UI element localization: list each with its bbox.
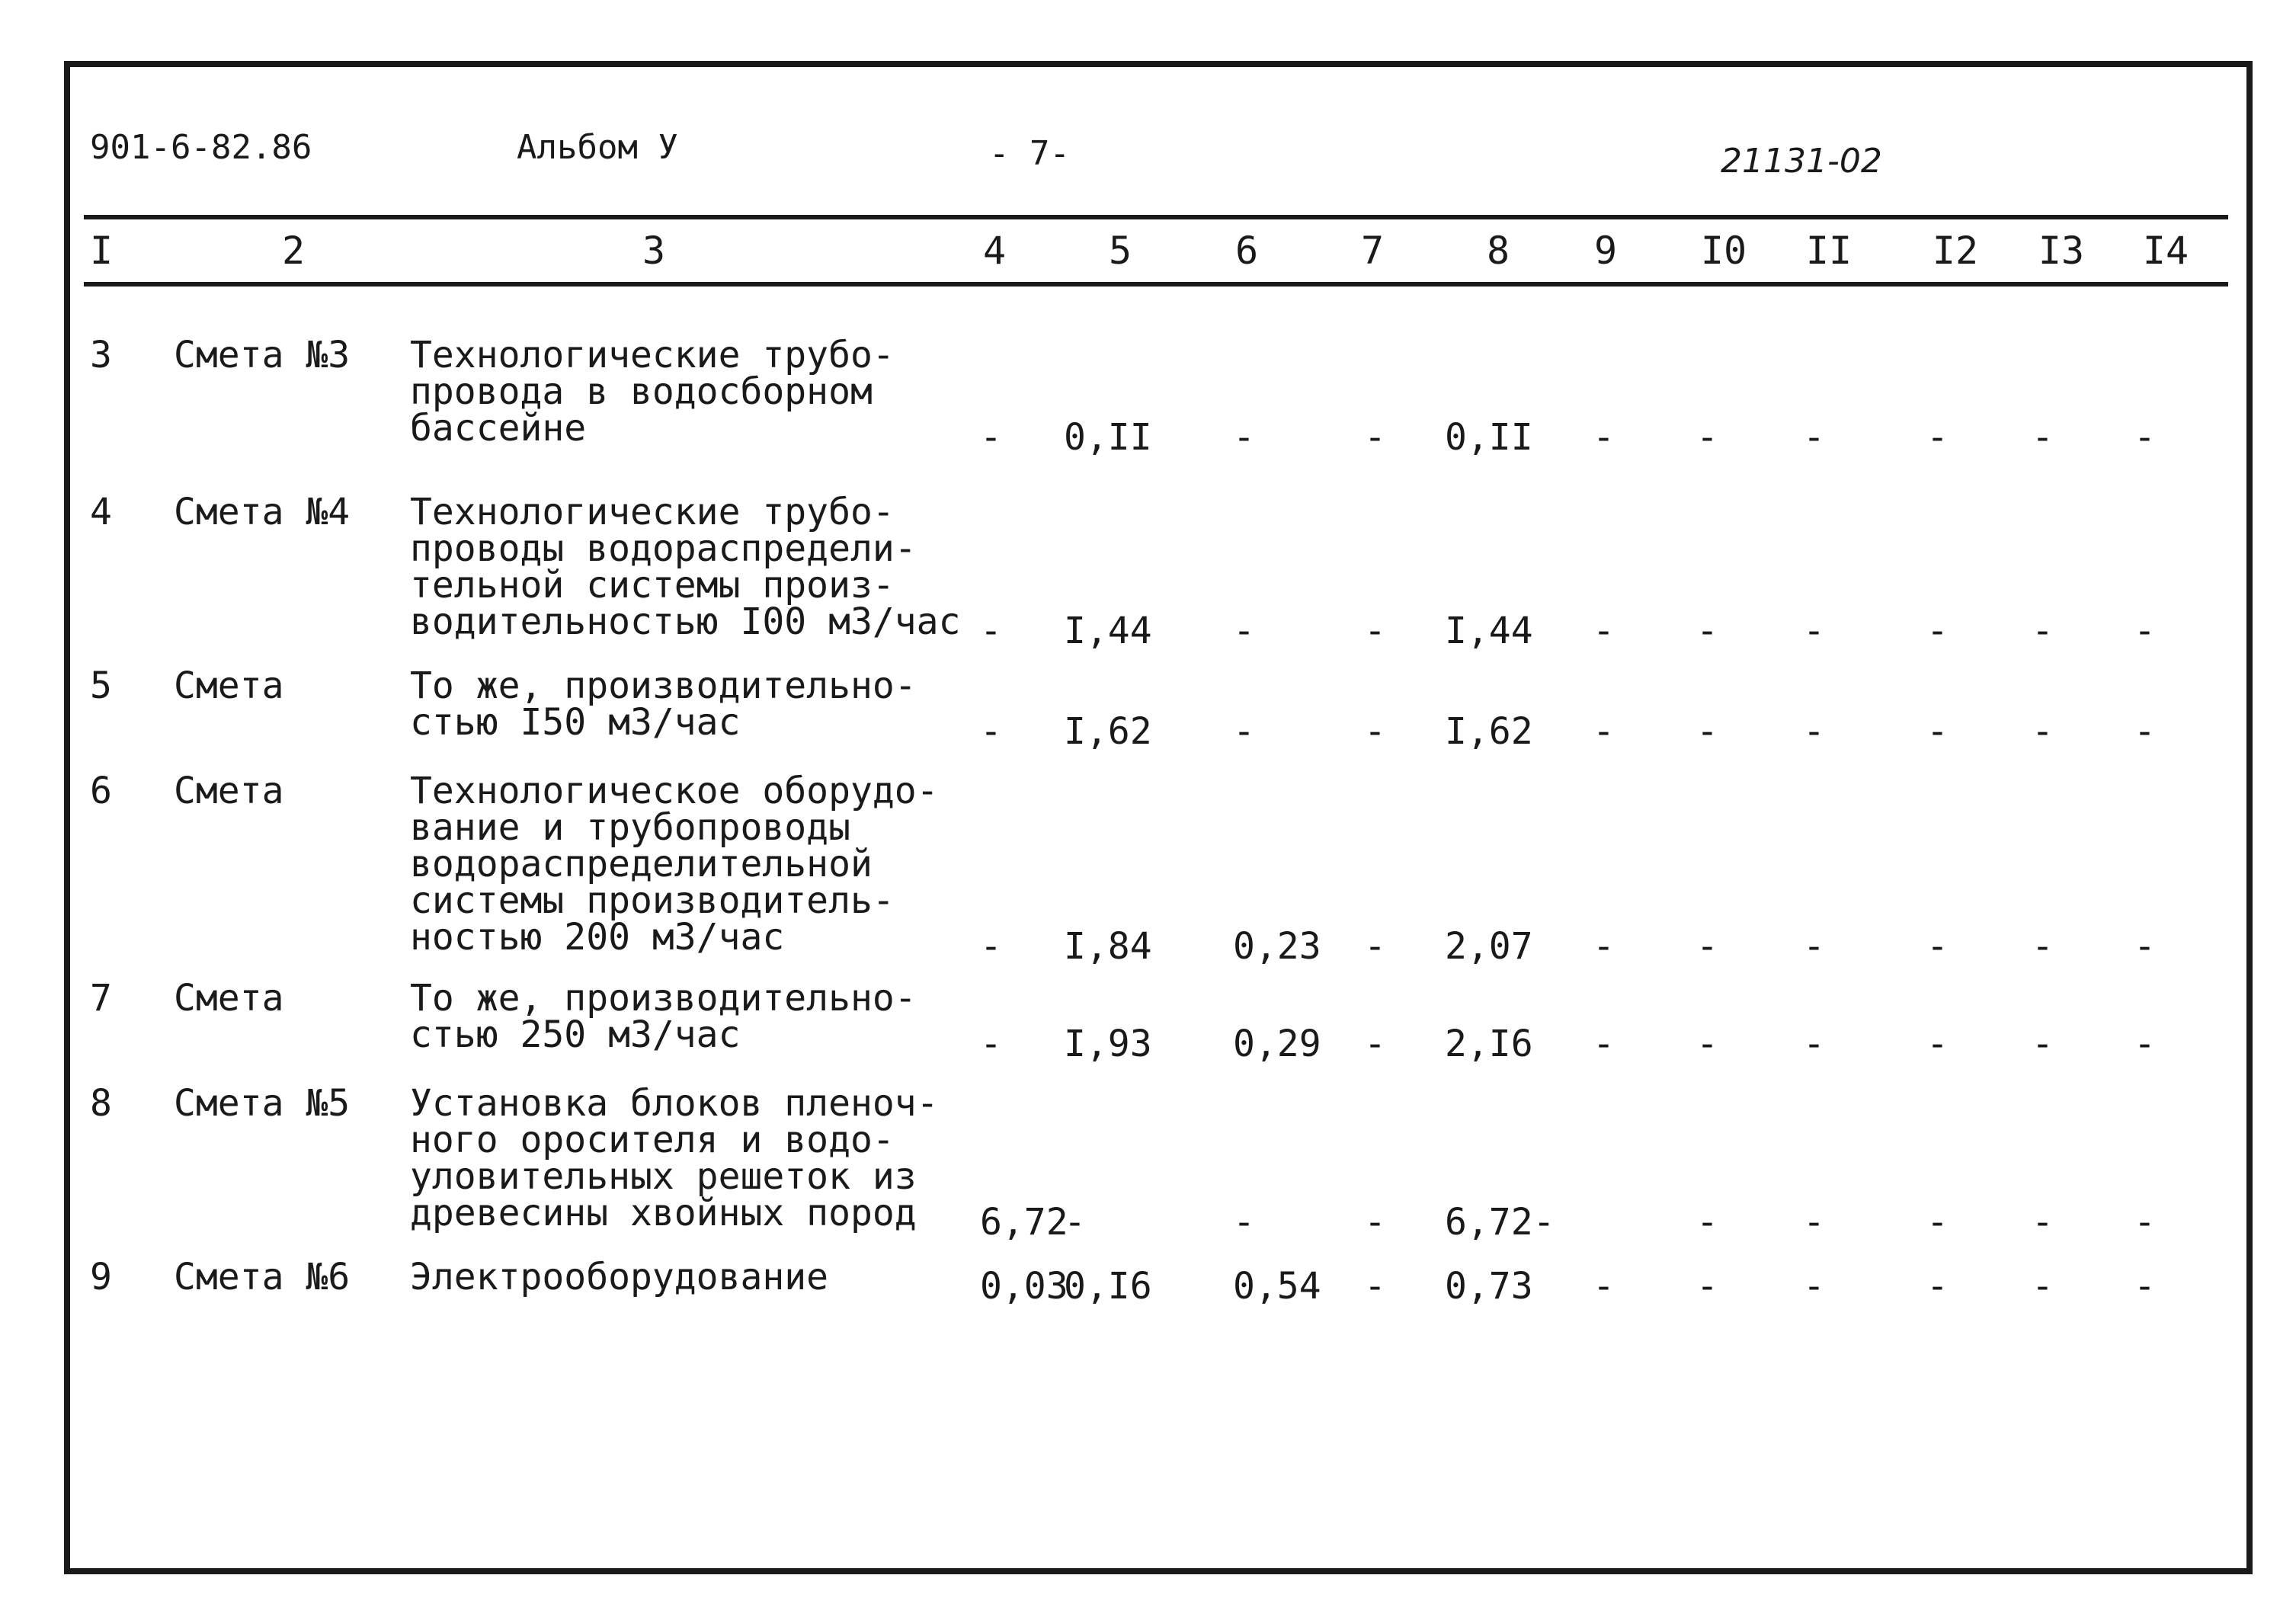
header-code [90, 128, 312, 167]
cost-value-col-9: - [1593, 1023, 1615, 1065]
cost-value-col-4: 0,03 [980, 1265, 1068, 1308]
cost-value-col-5: I,44 [1064, 610, 1152, 652]
cost-value-col-12: - [1926, 1265, 1949, 1308]
column-number-2: 2 [281, 229, 306, 273]
work-description-line: Технологическое оборудо- [410, 770, 939, 812]
cost-value-col-9: - [1593, 610, 1615, 652]
cost-value-col-8: 0,73 [1445, 1265, 1533, 1308]
cost-value-col-11: - [1803, 416, 1825, 459]
cost-value-col-7: - [1364, 610, 1386, 652]
work-description-line: ного оросителя и водо- [410, 1119, 895, 1161]
cost-value-col-12: - [1926, 710, 1949, 753]
cost-value-col-5: I,62 [1064, 710, 1152, 753]
cost-value-col-6: - [1233, 416, 1255, 459]
cost-value-col-10: - [1696, 610, 1718, 652]
cost-value-col-12: - [1926, 1201, 1949, 1244]
cost-value-col-13: - [2032, 610, 2054, 652]
work-description-line: уловительных решеток из [410, 1155, 917, 1198]
row-number: 6 [90, 770, 112, 812]
cost-value-col-4: - [980, 710, 1002, 753]
cost-value-col-11: - [1803, 1023, 1825, 1065]
estimate-reference: Смета №5 [174, 1082, 351, 1125]
row-number: 9 [90, 1256, 112, 1298]
cost-value-col-9: - [1593, 1265, 1615, 1308]
cost-value-col-7: - [1364, 1201, 1386, 1244]
work-description-line: То же, производительно- [410, 664, 917, 707]
cost-value-col-5: 0,II [1064, 416, 1152, 459]
cost-value-col-4: - [980, 1023, 1002, 1065]
column-number-13: I3 [2038, 229, 2085, 273]
cost-value-col-10: - [1696, 416, 1718, 459]
cost-value-col-6: - [1233, 610, 1255, 652]
cost-value-col-14: - [2134, 1023, 2156, 1065]
work-description-line: ностью 200 м3/час [410, 916, 785, 959]
cost-value-col-14: - [2134, 1201, 2156, 1244]
cost-value-col-13: - [2032, 925, 2054, 968]
work-description-line: водораспределительной [410, 843, 873, 885]
cost-value-col-8: 2,07 [1445, 925, 1533, 968]
estimate-reference: Смета [174, 664, 284, 707]
column-number-5: 5 [1108, 229, 1132, 273]
work-description-line: системы производитель- [410, 879, 895, 922]
cost-value-col-9: - [1593, 925, 1615, 968]
cost-value-col-7: - [1364, 416, 1386, 459]
estimate-reference: Смета №6 [174, 1256, 351, 1298]
cost-value-col-12: - [1926, 610, 1949, 652]
work-description-line: То же, производительно- [410, 977, 917, 1020]
cost-value-col-11: - [1803, 925, 1825, 968]
cost-value-col-13: - [2032, 416, 2054, 459]
column-number-14: I4 [2142, 229, 2189, 273]
cost-value-col-8: 2,I6 [1445, 1023, 1533, 1065]
estimate-reference: Смета №3 [174, 334, 351, 376]
row-number: 5 [90, 664, 112, 707]
column-number-7: 7 [1360, 229, 1385, 273]
cost-value-col-7: - [1364, 925, 1386, 968]
header-code-typed: 901-6- [90, 128, 211, 167]
cost-value-col-14: - [2134, 925, 2156, 968]
cost-value-col-12: - [1926, 1023, 1949, 1065]
cost-value-col-7: - [1364, 710, 1386, 753]
column-number-4: 4 [982, 229, 1007, 273]
cost-value-col-6: 0,29 [1233, 1023, 1321, 1065]
cost-value-col-14: - [2134, 610, 2156, 652]
cost-value-col-4: 6,72 [980, 1201, 1068, 1244]
column-number-10: I0 [1700, 229, 1747, 273]
work-description-line: вание и трубопроводы [410, 806, 850, 849]
cost-value-col-13: - [2032, 1265, 2054, 1308]
column-number-6: 6 [1234, 229, 1259, 273]
cost-value-col-8: 0,II [1445, 416, 1533, 459]
column-number-3: 3 [642, 229, 666, 273]
cost-value-col-4: - [980, 925, 1002, 968]
work-description-line: Электрооборудование [410, 1256, 829, 1298]
cost-value-col-6: - [1233, 710, 1255, 753]
column-number-8: 8 [1486, 229, 1510, 273]
header-rule-top [84, 215, 2228, 219]
cost-value-col-6: - [1233, 1201, 1255, 1244]
header-rule-bottom [84, 282, 2228, 287]
work-description-line: Установка блоков пленоч- [410, 1082, 939, 1125]
work-description-line: тельной системы произ- [410, 564, 895, 607]
cost-value-col-10: - [1696, 710, 1718, 753]
header-code-handwritten: 82.86 [210, 128, 312, 167]
cost-value-col-4: - [980, 416, 1002, 459]
cost-value-col-5: - [1064, 1201, 1086, 1244]
cost-value-col-4: - [980, 610, 1002, 652]
row-number: 3 [90, 334, 112, 376]
cost-value-col-7: - [1364, 1023, 1386, 1065]
cost-value-col-13: - [2032, 710, 2054, 753]
cost-value-col-10: - [1696, 1265, 1718, 1308]
estimate-reference: Смета [174, 977, 284, 1020]
row-number: 8 [90, 1082, 112, 1125]
header-album: Альбом У [517, 128, 678, 167]
work-description-line: Технологические трубо- [410, 491, 895, 533]
row-number: 4 [90, 491, 112, 533]
column-number-11: II [1805, 229, 1852, 273]
cost-value-col-7: - [1364, 1265, 1386, 1308]
row-number: 7 [90, 977, 112, 1020]
cost-value-col-10: - [1696, 925, 1718, 968]
column-number-1: I [90, 229, 114, 273]
work-description-line: водительностью I00 м3/час [410, 600, 961, 643]
cost-value-col-8: 6,72- [1445, 1201, 1555, 1244]
header-document-number: 21131-02 [1721, 142, 1882, 181]
cost-value-col-12: - [1926, 416, 1949, 459]
cost-value-col-11: - [1803, 1201, 1825, 1244]
estimate-reference: Смета №4 [174, 491, 351, 533]
header-page-number: - 7- [989, 134, 1070, 173]
estimate-reference: Смета [174, 770, 284, 812]
cost-value-col-9: - [1593, 416, 1615, 459]
cost-value-col-12: - [1926, 925, 1949, 968]
cost-value-col-14: - [2134, 416, 2156, 459]
cost-value-col-11: - [1803, 1265, 1825, 1308]
page-frame [64, 61, 2253, 1574]
cost-value-col-11: - [1803, 610, 1825, 652]
cost-value-col-6: 0,54 [1233, 1265, 1321, 1308]
cost-value-col-5: I,84 [1064, 925, 1152, 968]
work-description-line: бассейне [410, 407, 587, 450]
work-description-line: древесины хвойных пород [410, 1192, 917, 1234]
work-description-line: стью 250 м3/час [410, 1013, 741, 1056]
column-number-12: I2 [1932, 229, 1979, 273]
cost-value-col-14: - [2134, 710, 2156, 753]
cost-value-col-5: I,93 [1064, 1023, 1152, 1065]
cost-value-col-8: I,44 [1445, 610, 1533, 652]
cost-value-col-9: - [1593, 710, 1615, 753]
cost-value-col-11: - [1803, 710, 1825, 753]
work-description-line: проводы водораспредели- [410, 527, 917, 570]
cost-value-col-6: 0,23 [1233, 925, 1321, 968]
work-description-line: провода в водосборном [410, 370, 873, 413]
cost-value-col-5: 0,I6 [1064, 1265, 1152, 1308]
cost-value-col-13: - [2032, 1201, 2054, 1244]
cost-value-col-14: - [2134, 1265, 2156, 1308]
work-description-line: стью I50 м3/час [410, 701, 741, 744]
column-number-9: 9 [1593, 229, 1618, 273]
work-description-line: Технологические трубо- [410, 334, 895, 376]
cost-value-col-10: - [1696, 1023, 1718, 1065]
cost-value-col-13: - [2032, 1023, 2054, 1065]
cost-value-col-8: I,62 [1445, 710, 1533, 753]
cost-value-col-10: - [1696, 1201, 1718, 1244]
